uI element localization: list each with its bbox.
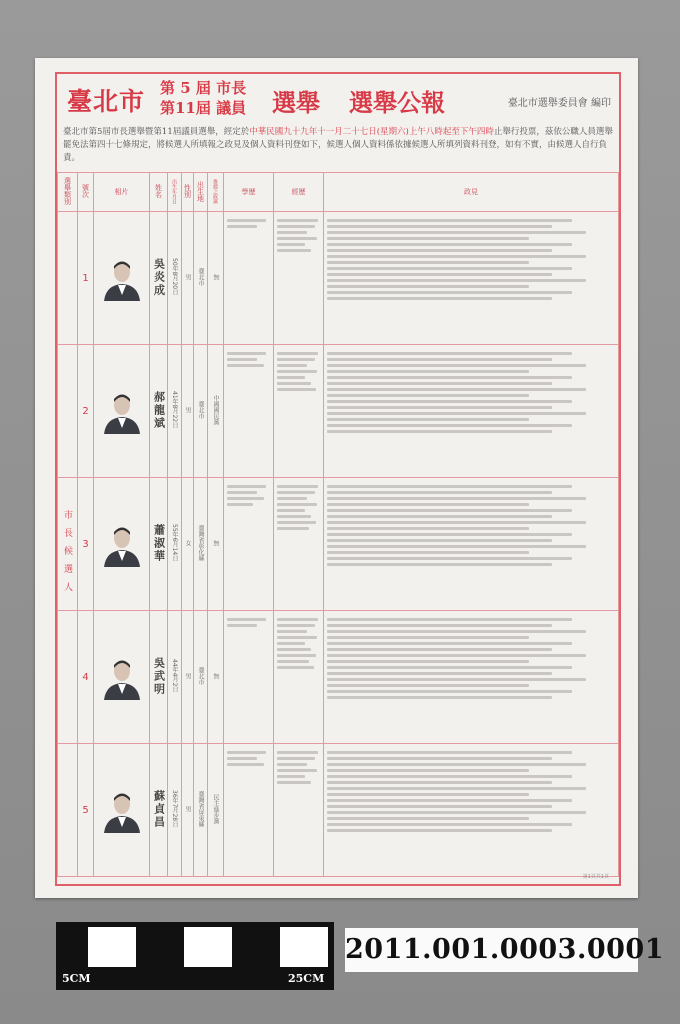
text-line-placeholder [277,624,315,627]
col-header: 選舉類別 [58,173,78,212]
platform-text [324,611,618,743]
text-line-placeholder [327,370,529,373]
text-line-placeholder [327,243,572,246]
text-line-placeholder [277,382,311,385]
col-header: 政見 [324,173,619,212]
education-text [224,744,273,876]
candidate-platform [324,212,619,345]
text-line-placeholder [327,491,552,494]
candidate-party: 無 [208,478,224,611]
text-line-placeholder [277,388,316,391]
text-line-placeholder [327,751,572,754]
text-line-placeholder [277,636,317,639]
col-header: 經歷 [274,173,324,212]
color-scale-bar [56,922,334,990]
text-line-placeholder [227,497,264,500]
candidate-sex: 女 [182,478,194,611]
text-line-placeholder [227,491,257,494]
candidate-name: 郝龍斌 [150,345,168,478]
candidate-photo [102,787,142,833]
text-line-placeholder [277,781,311,784]
text-line-placeholder [327,406,552,409]
candidate-sex: 男 [182,345,194,478]
candidate-party: 民主進步黨 [208,744,224,877]
candidate-photo [102,388,142,434]
category-cell [58,611,78,744]
col-header: 性別 [182,173,194,212]
candidate-table [57,172,619,877]
text-line-placeholder [327,684,529,687]
experience-text [274,478,323,610]
candidate-birthplace: 臺灣省彰化縣 [194,478,208,611]
text-line-placeholder [227,751,266,754]
text-line-placeholder [277,225,315,228]
candidate-number: 4 [78,611,94,744]
education-text [224,478,273,610]
text-line-placeholder [277,237,317,240]
col-header: 相片 [94,173,150,212]
text-line-placeholder [327,793,529,796]
text-line-placeholder [327,666,572,669]
text-line-placeholder [327,823,572,826]
scale-white-block [184,927,232,967]
candidate-education [224,212,274,345]
table-row [58,611,619,744]
text-line-placeholder [227,358,257,361]
text-line-placeholder [327,811,586,814]
text-line-placeholder [327,231,586,234]
text-line-placeholder [327,551,529,554]
text-line-placeholder [277,503,317,506]
text-line-placeholder [327,660,529,663]
issuer-label: 臺北市選舉委員會 編印 [507,98,611,109]
text-line-placeholder [277,660,309,663]
text-line-placeholder [327,533,572,536]
title-city: 臺北市 [67,87,146,116]
intro-date: 中華民國九十九年十一月二十七日(星期六)上午八時起至下午四時 [249,127,494,137]
candidate-experience [274,744,324,877]
title-election: 選舉 [272,88,320,117]
candidate-birthplace: 臺北市 [194,345,208,478]
text-line-placeholder [327,400,572,403]
text-line-placeholder [227,364,264,367]
text-line-placeholder [327,636,529,639]
text-line-placeholder [277,751,318,754]
candidate-number: 1 [78,212,94,345]
text-line-placeholder [327,509,572,512]
category-cell [58,345,78,478]
title-council-line: 第11屆 議員 [160,99,247,117]
education-text [224,212,273,344]
intro-text-b: 止舉行投票，茲依公職人員選舉罷免法第四十七條規定，將候選人所填報之政見及個人資料刊登如下，候選人個人資料係依據候選人所填列資料刊登，如有不實，由候選人自行負責。 [63,127,613,163]
text-line-placeholder [327,829,552,832]
candidate-experience [274,345,324,478]
text-line-placeholder [277,515,311,518]
candidate-birthplace: 臺北市 [194,611,208,744]
candidate-birth: 44年4月2日 [168,611,182,744]
text-line-placeholder [277,769,317,772]
col-header: 號次 [78,173,94,212]
text-line-placeholder [277,654,316,657]
table-row [58,744,619,877]
candidate-platform [324,478,619,611]
text-line-placeholder [277,249,311,252]
col-header: 出生地 [194,173,208,212]
platform-text [324,345,618,477]
text-line-placeholder [327,775,572,778]
text-line-placeholder [327,279,586,282]
candidate-education [224,611,274,744]
experience-text [274,212,323,344]
table-row [58,345,619,478]
text-line-placeholder [327,376,572,379]
text-line-placeholder [327,358,552,361]
text-line-placeholder [327,255,586,258]
table-row [58,212,619,345]
title-offices [160,78,246,118]
text-line-placeholder [227,763,264,766]
text-line-placeholder [327,291,572,294]
text-line-placeholder [327,503,529,506]
candidate-education [224,345,274,478]
text-line-placeholder [327,539,552,542]
candidate-number: 2 [78,345,94,478]
candidate-sex: 男 [182,611,194,744]
text-line-placeholder [277,231,307,234]
candidate-experience [274,611,324,744]
candidate-experience [274,212,324,345]
experience-text [274,611,323,743]
text-line-placeholder [327,696,552,699]
category-label: 市長候選人 [62,510,72,600]
text-line-placeholder [277,497,307,500]
table-header-row [58,173,619,212]
text-line-placeholder [327,424,572,427]
candidate-name: 蕭淑華 [150,478,168,611]
text-line-placeholder [277,618,318,621]
text-line-placeholder [327,630,586,633]
candidate-name: 蘇貞昌 [150,744,168,877]
candidate-birthplace: 臺灣省屏東縣 [194,744,208,877]
text-line-placeholder [327,497,586,500]
text-line-placeholder [327,805,552,808]
candidate-birth: 55年6月14日 [168,478,182,611]
bulletin-title-row [57,74,619,126]
text-line-placeholder [277,485,318,488]
col-header: 出生年月日 [168,173,182,212]
text-line-placeholder [327,672,552,675]
text-line-placeholder [327,219,572,222]
text-line-placeholder [327,769,529,772]
candidate-party: 無 [208,212,224,345]
candidate-photo [102,255,142,301]
candidate-platform [324,744,619,877]
scale-white-block [88,927,136,967]
candidate-birth: 36年7月28日 [168,744,182,877]
text-line-placeholder [227,757,257,760]
text-line-placeholder [327,261,529,264]
platform-text [324,478,618,610]
experience-text [274,744,323,876]
accession-number: 2011.001.0003.0001 [345,928,638,972]
intro-text-a: 臺北市第5屆市長選舉暨第11屆議員選舉，經定於 [63,127,250,137]
text-line-placeholder [277,666,314,669]
bulletin-frame [55,72,621,886]
text-line-placeholder [227,503,253,506]
candidate-birthplace: 臺北市 [194,212,208,345]
platform-text [324,212,618,344]
platform-text [324,744,618,876]
candidate-education [224,744,274,877]
text-line-placeholder [277,219,318,222]
scale-left-label: 5CM [62,972,91,985]
text-line-placeholder [277,757,315,760]
text-line-placeholder [277,364,307,367]
category-cell [58,212,78,345]
candidate-photo [102,654,142,700]
education-text [224,345,273,477]
candidate-name: 吳炎成 [150,212,168,345]
text-line-placeholder [327,690,572,693]
text-line-placeholder [327,642,572,645]
text-line-placeholder [327,249,552,252]
text-line-placeholder [327,237,529,240]
candidate-photo [102,521,142,567]
text-line-placeholder [327,388,586,391]
text-line-placeholder [227,225,257,228]
text-line-placeholder [327,285,529,288]
experience-text [274,345,323,477]
candidate-photo-cell [94,212,150,345]
education-text [224,611,273,743]
intro-paragraph [63,126,615,165]
text-line-placeholder [327,485,572,488]
text-line-placeholder [327,557,572,560]
text-line-placeholder [327,763,586,766]
page-footnote: 第1頁共1頁 [582,874,609,880]
col-header: 學歷 [224,173,274,212]
text-line-placeholder [277,358,315,361]
text-line-placeholder [277,527,309,530]
text-line-placeholder [327,545,586,548]
text-line-placeholder [277,352,318,355]
text-line-placeholder [327,364,586,367]
text-line-placeholder [327,521,586,524]
text-line-placeholder [327,648,552,651]
title-bulletin: 選舉公報 [349,88,445,117]
scale-white-block [280,927,328,967]
title-mayor-line: 第 5 屆 市長 [160,79,247,97]
text-line-placeholder [277,630,307,633]
candidate-party: 無 [208,611,224,744]
text-line-placeholder [327,273,552,276]
text-line-placeholder [327,799,572,802]
text-line-placeholder [327,817,529,820]
text-line-placeholder [227,485,266,488]
text-line-placeholder [277,648,311,651]
candidate-platform [324,611,619,744]
table-row [58,478,619,611]
candidate-education [224,478,274,611]
text-line-placeholder [327,412,586,415]
candidate-birth: 41年8月22日 [168,345,182,478]
category-cell [58,744,78,877]
text-line-placeholder [327,430,552,433]
text-line-placeholder [327,527,529,530]
col-header: 推薦之政黨 [208,173,224,212]
text-line-placeholder [327,352,572,355]
candidate-experience [274,478,324,611]
text-line-placeholder [227,219,266,222]
text-line-placeholder [327,394,529,397]
candidate-photo-cell [94,744,150,877]
text-line-placeholder [277,763,307,766]
scale-right-label: 25CM [288,972,325,985]
text-line-placeholder [327,678,586,681]
text-line-placeholder [277,775,305,778]
text-line-placeholder [327,787,586,790]
candidate-birth: 50年8月20日 [168,212,182,345]
text-line-placeholder [227,618,266,621]
text-line-placeholder [327,515,552,518]
col-header: 姓名 [150,173,168,212]
text-line-placeholder [327,781,552,784]
candidate-name: 吳武明 [150,611,168,744]
text-line-placeholder [227,352,266,355]
text-line-placeholder [327,654,586,657]
text-line-placeholder [277,521,316,524]
candidate-party: 中國國民黨 [208,345,224,478]
candidate-sex: 男 [182,212,194,345]
text-line-placeholder [277,243,305,246]
text-line-placeholder [277,370,317,373]
candidate-number: 5 [78,744,94,877]
text-line-placeholder [277,509,305,512]
text-line-placeholder [327,563,552,566]
candidate-platform [324,345,619,478]
election-bulletin-sheet [35,58,638,898]
text-line-placeholder [327,382,552,385]
candidate-sex: 男 [182,744,194,877]
candidate-photo-cell [94,345,150,478]
candidate-photo-cell [94,611,150,744]
text-line-placeholder [277,376,305,379]
candidate-photo-cell [94,478,150,611]
text-line-placeholder [327,418,529,421]
text-line-placeholder [277,491,315,494]
text-line-placeholder [327,624,552,627]
text-line-placeholder [327,267,572,270]
text-line-placeholder [227,624,257,627]
candidate-number: 3 [78,478,94,611]
text-line-placeholder [327,757,552,760]
text-line-placeholder [327,618,572,621]
text-line-placeholder [277,642,305,645]
text-line-placeholder [327,297,552,300]
text-line-placeholder [327,225,552,228]
